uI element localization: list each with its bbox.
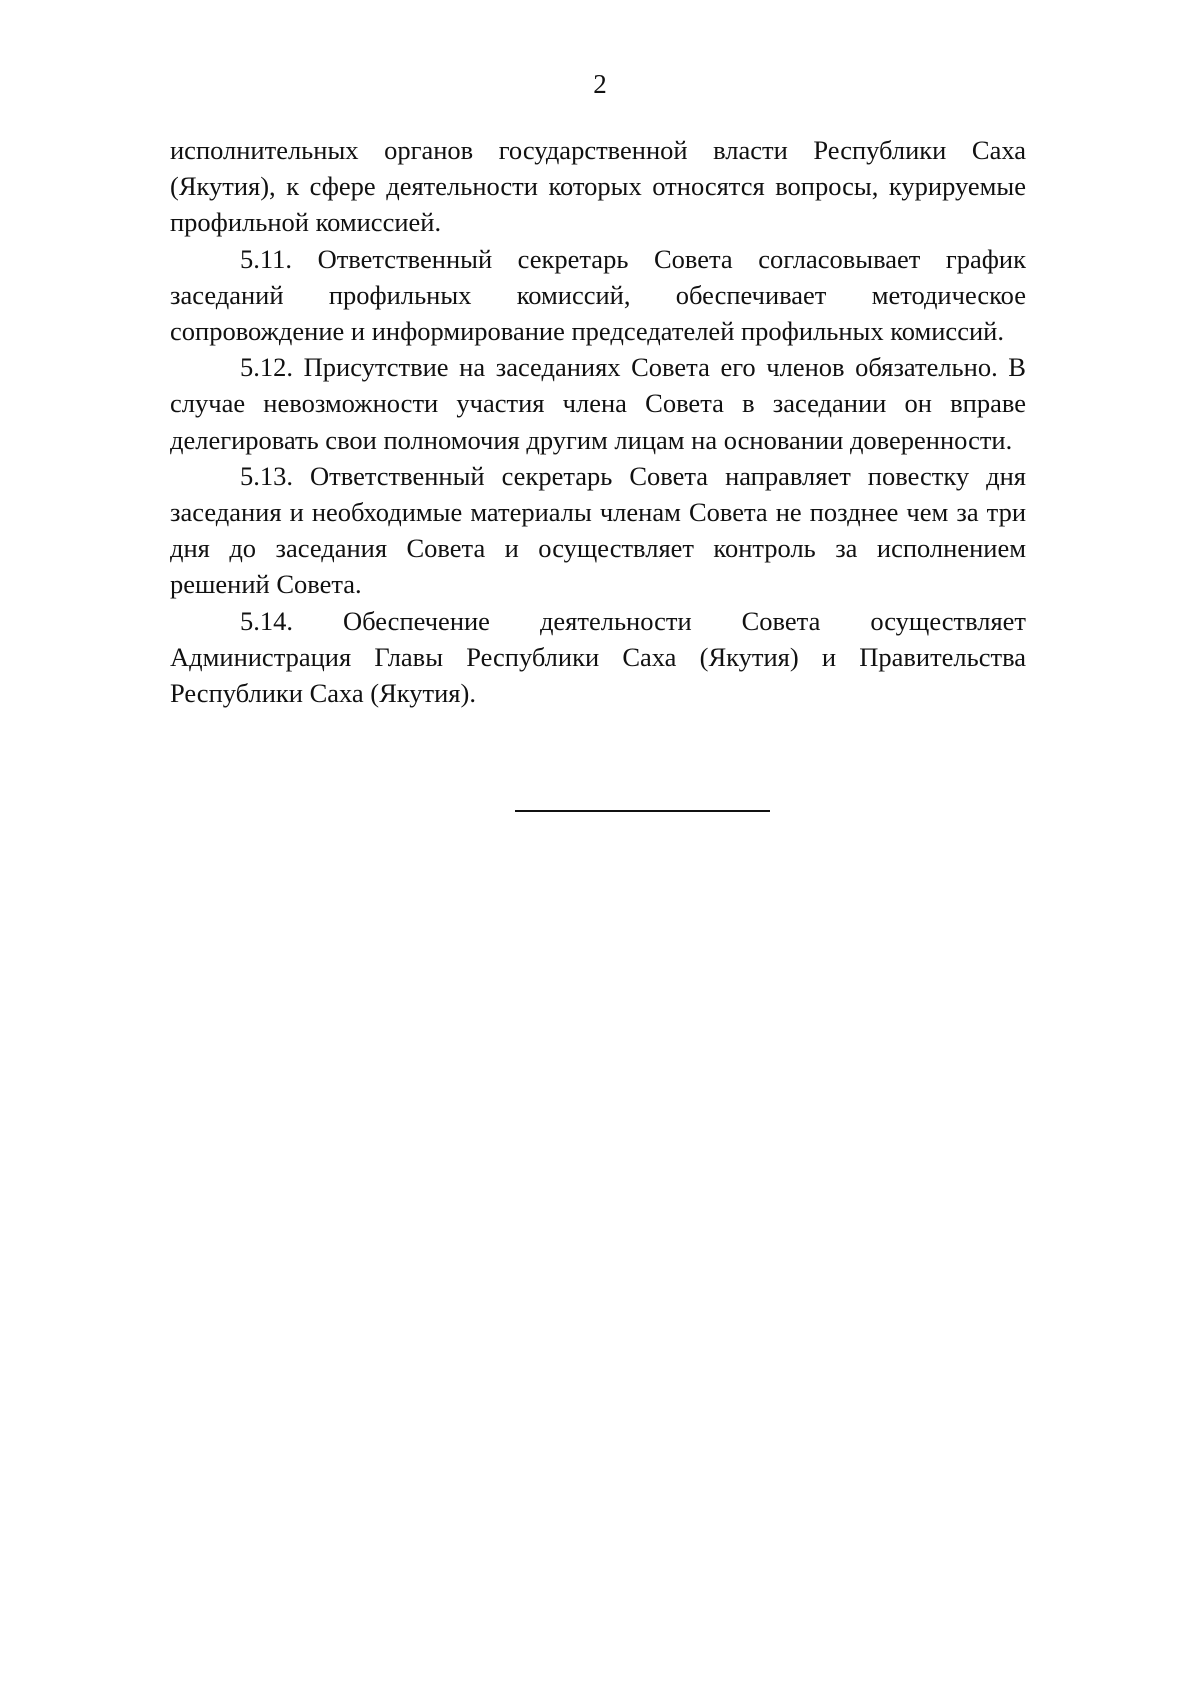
- paragraph-5-14: 5.14. Обеспечение деятельности Совета осуществляет Администрация Главы Республики Саха (Якутия) и Правительства Республики Саха (Якутия).: [170, 605, 1026, 709]
- paragraph-continuation: исполнительных органов государственной власти Республики Саха (Якутия), к сфере деятельности которых относятся вопросы, курируемые профильной комиссией.: [170, 135, 1026, 238]
- page-number: 2: [593, 69, 607, 99]
- end-of-document-rule: [515, 810, 770, 812]
- paragraph-5-12: 5.12. Присутствие на заседаниях Совета его членов обязательно. В случае невозможности участия члена Совета в заседании он вправе делегировать свои полномочия другим лицам на основании доверенности.: [170, 352, 1026, 455]
- paragraph-5-11: 5.11. Ответственный секретарь Совета согласовывает график заседаний профильных комиссий, обеспечивает методическое сопровождение и информирование председателей профильных комиссий.: [170, 243, 1026, 347]
- paragraph-5-13: 5.13. Ответственный секретарь Совета направляет повестку дня заседания и необходимые материалы членам Совета не позднее чем за три дня до заседания Совета и осуществляет контроль за исполнением решений Совета.: [170, 460, 1026, 600]
- document-body: [170, 132, 1026, 711]
